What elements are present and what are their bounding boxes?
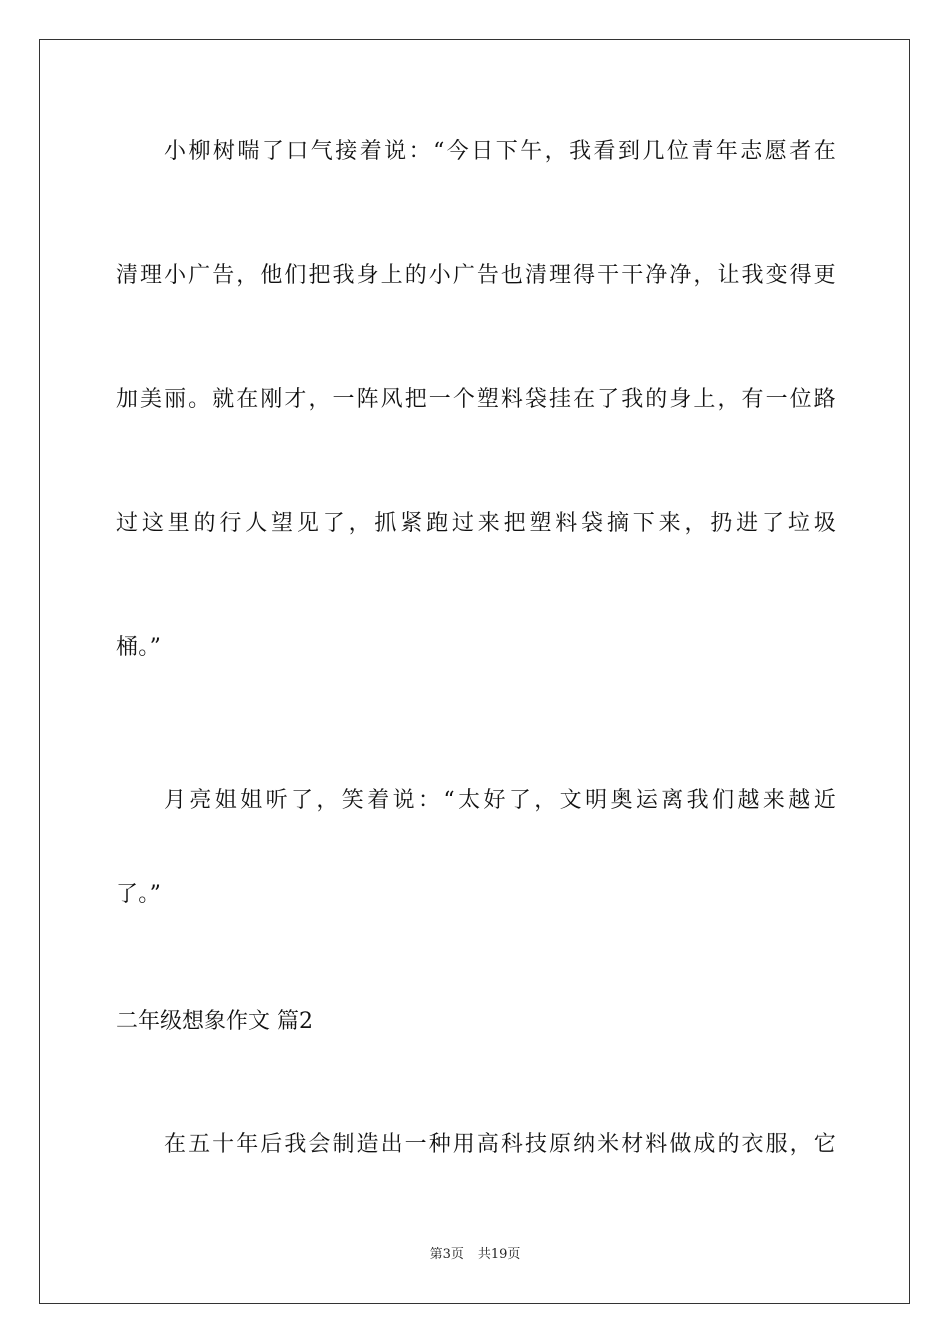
total-pages: 共19页 — [477, 1247, 521, 1262]
page-frame — [39, 39, 910, 1304]
page-number: 第3页 — [429, 1247, 464, 1262]
paragraph-line-6: 月亮姐姐听了，笑着说：“太好了，文明奥运离我们越来越近 — [164, 788, 836, 813]
paragraph-line-7: 了。” — [116, 882, 162, 907]
section-heading: 二年级想象作文 篇2 — [116, 1009, 313, 1034]
paragraph-line-5: 桶。” — [116, 635, 162, 660]
paragraph-line-1: 小柳树喘了口气接着说：“今日下午，我看到几位青年志愿者在 — [164, 139, 836, 164]
paragraph-line-9: 在五十年后我会制造出一种用高科技原纳米材料做成的衣服，它 — [164, 1132, 836, 1157]
paragraph-line-3: 加美丽。就在刚才，一阵风把一个塑料袋挂在了我的身上，有一位路 — [116, 387, 836, 412]
page-footer — [0, 1246, 950, 1264]
paragraph-line-4: 过这里的行人望见了，抓紧跑过来把塑料袋摘下来，扔进了垃圾 — [116, 511, 836, 536]
paragraph-line-2: 清理小广告，他们把我身上的小广告也清理得干干净净，让我变得更 — [116, 263, 836, 288]
